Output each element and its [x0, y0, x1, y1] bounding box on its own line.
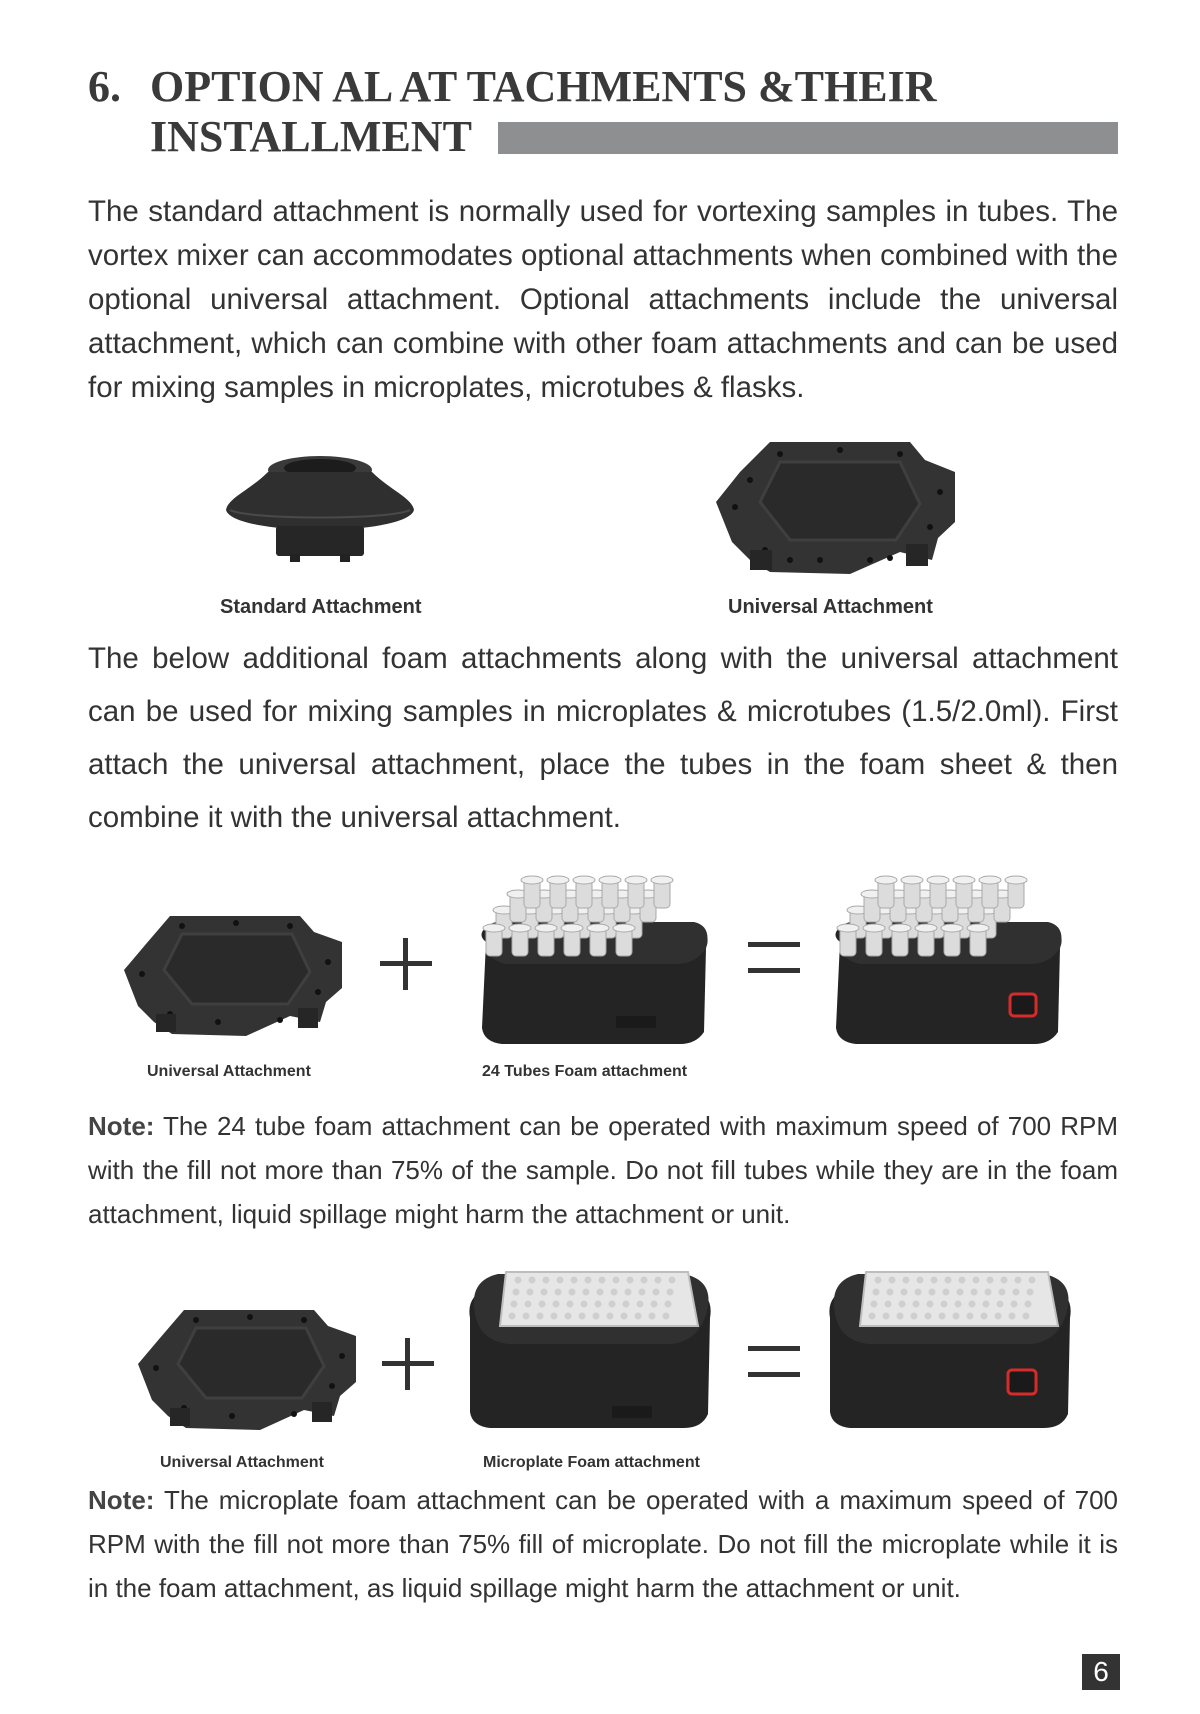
heading-bar	[498, 122, 1118, 154]
note-24-tube	[88, 1104, 1118, 1236]
section-number: 6.	[88, 62, 121, 111]
caption-24-tubes-foam: 24 Tubes Foam attachment	[482, 1063, 688, 1080]
heading-line-1: OPTION AL AT TACHMENTS &THEIR	[150, 62, 937, 111]
note-label-2: Note:	[88, 1485, 155, 1515]
intro-paragraph: The standard attachment is normally used for vortexing samples in tubes. The vortex mixer can accommodates optional attachments when combined with the optional universal attachment. Optional attachments include the universal attachment, which can combine with other foam attachments and can be used for mixing samples in microplates, microtubes & flasks.	[88, 195, 1118, 404]
equals-icon	[746, 938, 802, 978]
caption-standard-attachment: Standard Attachment	[220, 596, 422, 618]
caption-microplate-foam: Microplate Foam attachment	[483, 1454, 700, 1471]
note-text-2: The microplate foam attachment can be operated with a maximum speed of 700 RPM with the fill not more than 75% fill of microplate. Do not fill the microplate while it is in the foam attachment, as liquid spillage might harm the attachment or unit.	[88, 1485, 1118, 1603]
note-microplate	[88, 1478, 1118, 1610]
equals-icon-2	[746, 1342, 802, 1382]
microplate-foam-attachment-image	[462, 1266, 718, 1430]
universal-attachment-image-2	[120, 908, 350, 1040]
combined-24-tubes-attachment-image	[820, 872, 1076, 1048]
caption-universal-attachment-2: Universal Attachment	[147, 1063, 311, 1080]
note-label: Note:	[88, 1111, 155, 1141]
standard-attachment-image	[220, 450, 420, 568]
plus-icon-2	[380, 1336, 436, 1392]
universal-attachment-image-3	[134, 1302, 364, 1434]
universal-attachment-image	[710, 432, 970, 582]
note-text: The 24 tube foam attachment can be operated with maximum speed of 700 RPM with the fill not more than 75% of the sample. Do not fill tubes while they are in the foam attachment, liquid spillage might harm the attachment or unit.	[88, 1111, 1118, 1229]
24-tubes-foam-attachment-image	[466, 872, 722, 1048]
caption-universal-attachment: Universal Attachment	[728, 596, 933, 618]
caption-universal-attachment-3: Universal Attachment	[160, 1454, 324, 1471]
plus-icon	[378, 936, 434, 992]
foam-paragraph: The below additional foam attachments along with the universal attachment can be used for mixing samples in microplates & microtubes (1.5/2.0ml). First attach the universal attachment, place the tubes in the foam sheet & then combine it with the universal attachment.	[88, 642, 1118, 834]
page-number: 6	[1082, 1654, 1120, 1690]
heading-line-2: INSTALLMENT	[150, 112, 472, 161]
combined-microplate-attachment-image	[822, 1266, 1078, 1430]
